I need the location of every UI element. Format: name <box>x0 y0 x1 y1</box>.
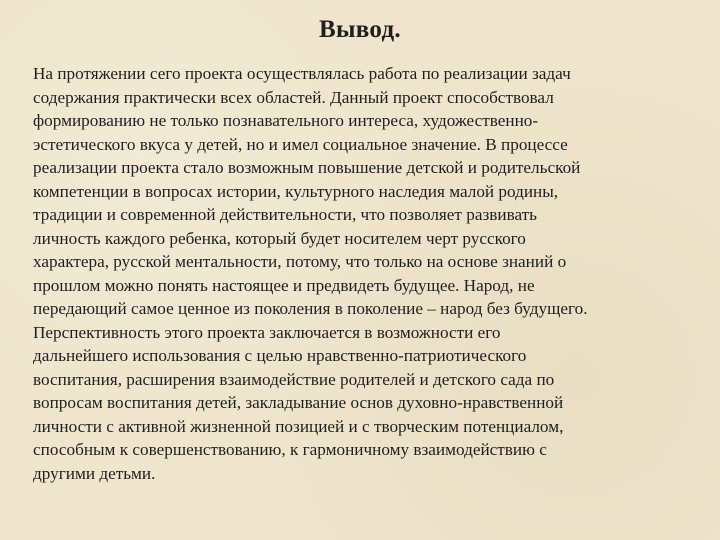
conclusion-paragraph <box>33 62 693 485</box>
text-line: формированию не только познавательного интереса, художественно- <box>33 111 539 130</box>
text-line: эстетического вкуса у детей, но и имел социальное значение. В процессе <box>33 134 568 154</box>
text-line: воспитания, расширения взаимодействие родителей и детского сада по <box>33 369 555 389</box>
slide-title: Вывод. <box>318 16 401 43</box>
text-line: прошлом можно понять настоящее и предвидеть будущее. Народ, не <box>33 275 535 295</box>
text-line: дальнейшего использования с целью нравственно-патриотического <box>33 346 527 365</box>
text-line: содержания практически всех областей. Данный проект способствовал <box>33 87 554 107</box>
text-line: вопросам воспитания детей, закладывание основ духовно-нравственной <box>33 393 564 412</box>
text-line: личность каждого ребенка, который будет носителем черт русского <box>33 228 526 248</box>
text-line: реализации проекта стало возможным повышение детской и родительской <box>33 158 581 177</box>
text-line: традиции и современной действительности, что позволяет развивать <box>33 205 537 224</box>
text-line: личности с активной жизненной позицией и с творческим потенциалом, <box>33 416 564 436</box>
text-line: Перспективность этого проекта заключается в возможности его <box>33 322 501 342</box>
text-line: характера, русской ментальности, потому, что только на основе знаний о <box>33 252 567 271</box>
text-line: компетенции в вопросах истории, культурного наследия малой родины, <box>33 181 559 201</box>
text-line: способным к совершенствованию, к гармоничному взаимодействию с <box>33 440 547 459</box>
text-line: передающий самое ценное из поколения в поколение – народ без будущего. <box>33 299 588 318</box>
text-line: На протяжении сего проекта осуществлялась работа по реализации задач <box>33 64 571 83</box>
text-line: другими детьми. <box>33 463 156 483</box>
